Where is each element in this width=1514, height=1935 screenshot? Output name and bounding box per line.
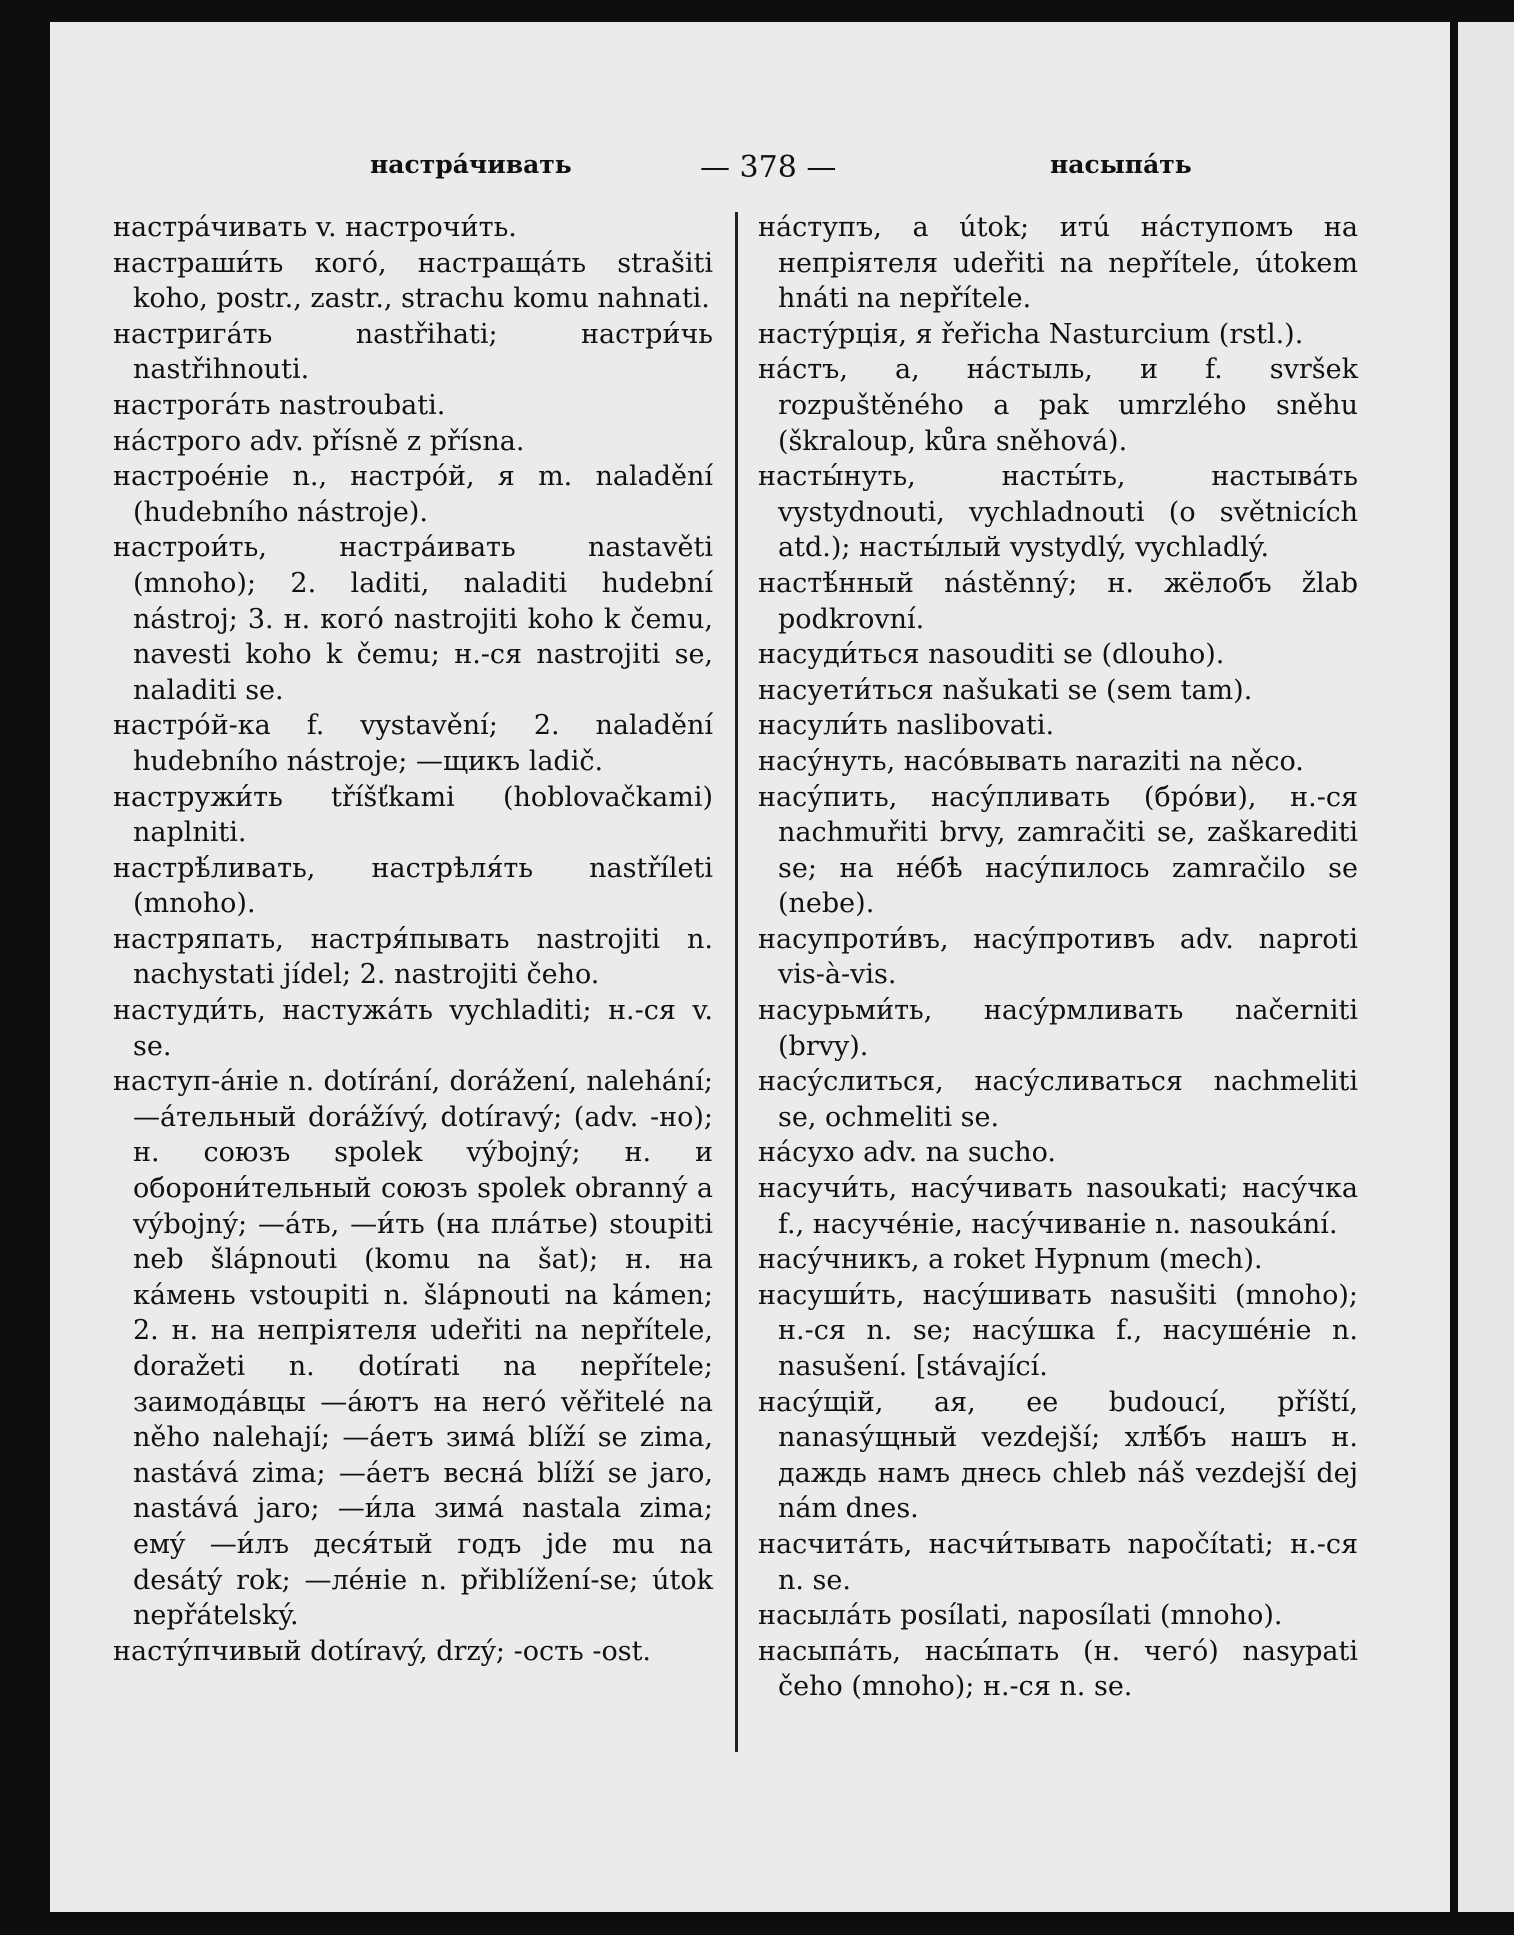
dictionary-entry: настрѣ́ливать, настрѣля́ть nastříleti (mnoho). [113, 852, 713, 920]
header-right-word: насыпáть [1050, 150, 1192, 179]
dictionary-entry: настраши́ть когó, настращáть strašiti koho, postr., zastr., strachu komu nahnati. [113, 247, 713, 315]
dictionary-entry: настрогáть nastroubati. [113, 389, 446, 421]
dictionary-entry: насту́пчивый dotíravý, drzý; -ость -ost. [113, 1635, 651, 1667]
dictionary-entry: насту́рція, я řeřicha Nasturcium (rstl.). [758, 318, 1304, 350]
column-divider [735, 212, 738, 1752]
dictionary-entry: насты́нуть, насты́ть, настывáть vystydnouti, vychladnouti (o světnicích atd.); насты́лый vystydlý, vychladlý. [758, 461, 1358, 564]
dictionary-entry: насуши́ть, насу́шивать nasušiti (mnoho); н.-ся n. se; насу́шка f., насушéніе n. nasušení. [stávající. [758, 1279, 1358, 1382]
dictionary-entry: нáступъ, а útok; итú нáступомъ на непріятеля udeřiti na nepřítele, útokem hnáti na nepřítele. [758, 212, 1358, 315]
adjacent-page-edge [1458, 22, 1514, 1912]
dictionary-entry: насчитáть, насчи́тывать napočítati; н.-ся n. se. [758, 1528, 1358, 1596]
dictionary-entry: насу́щій, ая, ее budoucí, příští, nanasу́щный vezdejší; хлѣ́бъ нашъ н. даждь намъ днесь chleb náš vezdejší dej nám dnes. [758, 1386, 1358, 1525]
running-header [50, 150, 1450, 190]
dictionary-entry: нáстъ, а, нáстыль, и f. svršek rozpuštěného a pak umrzlého sněhu (škraloup, kůra sněhová). [758, 354, 1358, 457]
dictionary-entry: настрáчивать v. настрочи́ть. [113, 212, 517, 243]
dictionary-entry: настроéніе n., настрóй, я m. naladění (hudebního nástroje). [113, 461, 713, 528]
dictionary-entry: насу́пить, насу́пливать (брóви), н.-ся nachmuřiti brvy, zamračiti se, zaškarediti se; на нéбѣ насу́пилось zamračilo se (nebe). [758, 781, 1358, 920]
left-column [113, 210, 713, 1669]
dictionary-entry: насуети́ться našukati se (sem tam). [758, 674, 1253, 706]
dictionary-entry: насу́слиться, насу́сливаться nachmeliti se, ochmeliti se. [758, 1066, 1358, 1133]
dictionary-entry: нáсухо adv. na sucho. [758, 1137, 1056, 1169]
dictionary-entry: насупроти́въ, насу́противъ adv. naproti vis-à-vis. [758, 923, 1358, 991]
dictionary-entry: настряпать, настря́пывать nastrojiti n. nachystati jídel; 2. nastrojiti čeho. [113, 923, 713, 991]
dictionary-entry: насурьми́ть, насу́рмливать načerniti (brvy). [758, 995, 1358, 1062]
dictionary-entry: настѣ́нный nástěnný; н. жёлобъ žlab podkrovní. [758, 567, 1358, 635]
dictionary-entry: насыпáть, насы́пать (н. чегó) nasypati čeho (mnoho); н.-ся n. se. [758, 1635, 1358, 1703]
dictionary-entry: насылáть posílati, naposílati (mnoho). [758, 1600, 1283, 1632]
dictionary-entry: настрои́ть, настрáивать nastavěti (mnoho); 2. laditi, naladiti hudební nástroj; 3. н. когó nastrojiti koho k čemu, navesti koho k čemu; н.-ся nastrojiti se, naladiti se. [113, 532, 713, 706]
dictionary-entry: настуди́ть, настужáть vychladiti; н.-ся v. se. [113, 995, 713, 1062]
page-number: — 378 — [700, 150, 837, 185]
header-left-word: настрáчивать [370, 150, 572, 179]
dictionary-entry: нáстрого adv. přísně z přísna. [113, 425, 525, 457]
dictionary-entry: настружи́ть tříšťkami (hoblovačkami) naplniti. [113, 781, 713, 849]
dictionary-entry: насули́ть naslibovati. [758, 710, 1055, 742]
dictionary-entry: насу́чникъ, а roket Hypnum (mech). [758, 1244, 1263, 1276]
dictionary-entry: настригáть nastřihati; настри́чь nastřihnouti. [113, 318, 713, 386]
dictionary-entry: насучи́ть, насу́чивать nasoukati; насу́чка f., насучéніе, насу́чиваніе n. nasoukání. [758, 1173, 1358, 1240]
dictionary-entry: наступ-áніе n. dotírání, dorážení, nalehání; —áтельный dorážívý, dotíravý; (adv. -но); н. союзъ spolek výbojný; н. и оборони́тельный союзъ spolek obranný a výbojný; —áть, —и́ть (на плáтье) stoupiti neb šlápnouti (komu na šat); н. на кáмень vstoupiti n. šlápnouti na kámen; 2. н. на непріятеля udeřiti na nepřítele, doražeti n. dotírati na nepřítele; заимодáвцы —áютъ на негó věřitelé na něho nalehají; —áетъ зимá blíží se zima, nastává zima; —áетъ веснá blíží se jaro, nastává jaro; —и́ла зимá nastala zima; емý —и́лъ деся́тый годъ jde mu na desátý rok; —лéніе n. přiblížení-se; útok nepřátelský. [113, 1066, 713, 1632]
right-column [758, 210, 1358, 1705]
dictionary-entry: настрóй-ка f. vystavění; 2. naladění hudebního nástroje; —щикъ ladič. [113, 710, 713, 777]
dictionary-entry: насуди́ться nasouditi se (dlouho). [758, 639, 1225, 671]
dictionary-entry: насу́нуть, насóвывать naraziti na něco. [758, 745, 1304, 777]
